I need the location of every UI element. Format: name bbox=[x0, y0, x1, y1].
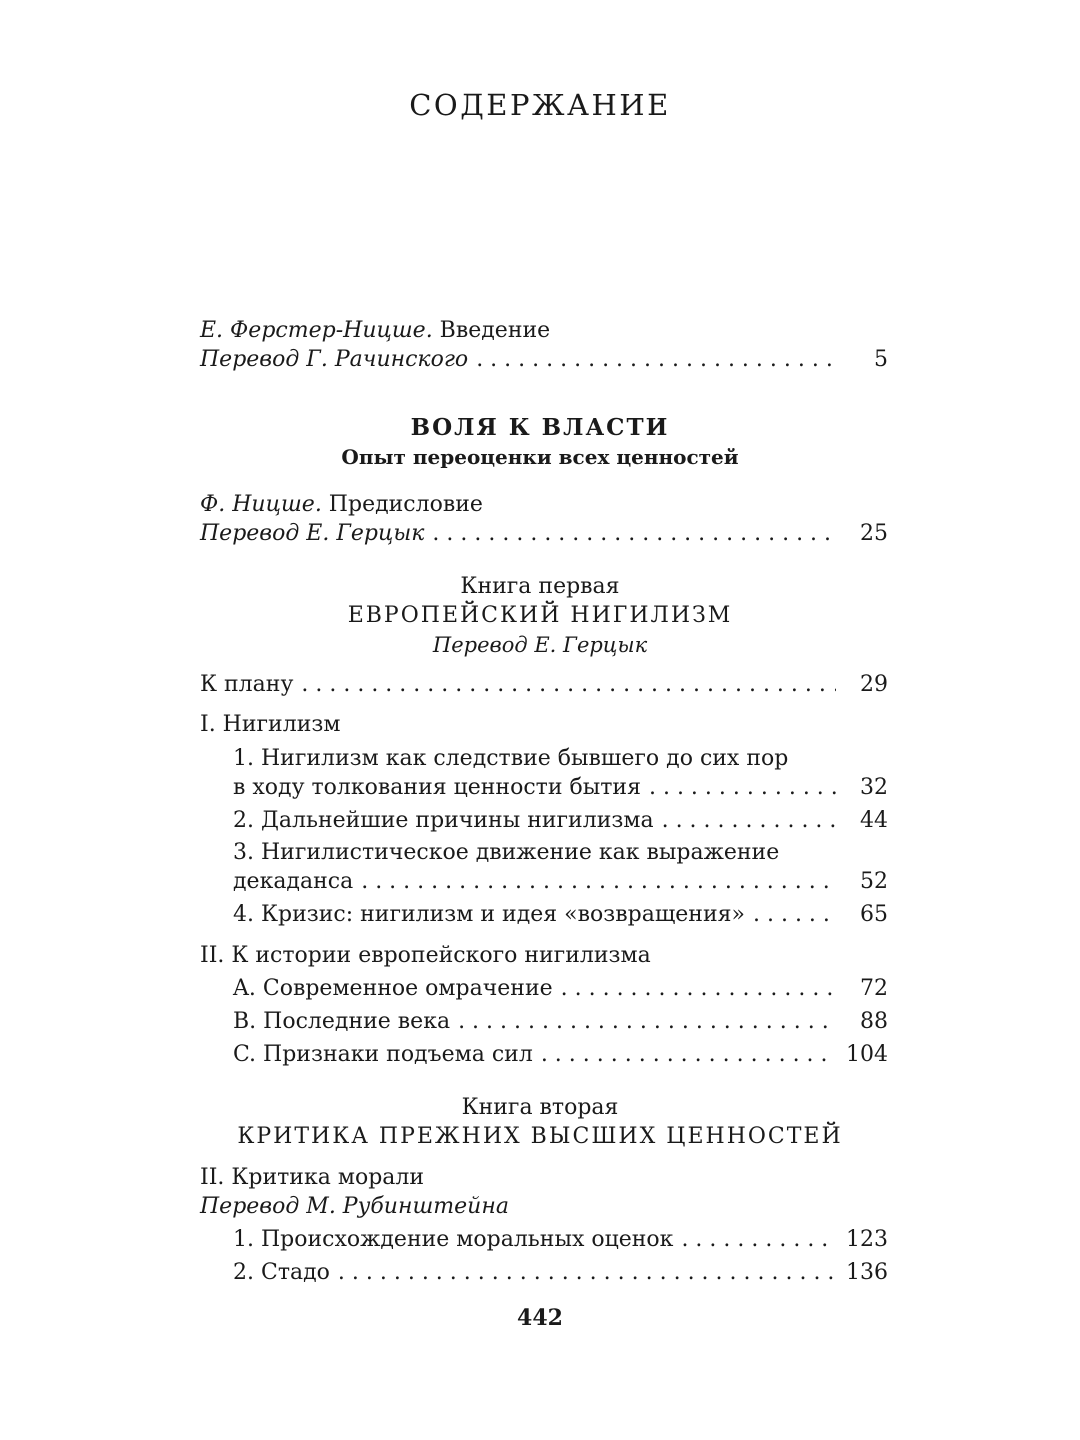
toc-entry-part2-a[interactable] bbox=[233, 974, 888, 1004]
intro-heading bbox=[200, 316, 550, 346]
book2-part-translator: Перевод М. Рубинштейна bbox=[200, 1194, 509, 1219]
toc-entry-part2-c[interactable] bbox=[233, 1040, 888, 1070]
book2-label: Книга вторая bbox=[461, 1095, 619, 1120]
leader-dots bbox=[662, 806, 836, 836]
page-number: 104 bbox=[846, 1042, 888, 1067]
page-number: 29 bbox=[860, 672, 888, 697]
toc-entry-part2-b[interactable] bbox=[233, 1007, 888, 1037]
toc-entry-part1-3[interactable] bbox=[233, 867, 888, 897]
page-number: 5 bbox=[874, 347, 888, 372]
intro-author: Е. Ферстер-Ницше. bbox=[200, 318, 433, 343]
entry-text: в ходу толкования ценности бытия bbox=[233, 775, 641, 800]
work-title: ВОЛЯ К ВЛАСТИ bbox=[410, 414, 670, 441]
page-number: 32 bbox=[860, 775, 888, 800]
folio-page-number: 442 bbox=[517, 1305, 563, 1331]
entry-text: A. Современное омрачение bbox=[233, 976, 553, 1001]
part1-title: I. Нигилизм bbox=[200, 712, 341, 737]
preface-heading bbox=[200, 490, 483, 520]
intro-text: Введение bbox=[432, 318, 551, 343]
page-number: 136 bbox=[846, 1260, 888, 1285]
toc-entry-book2-1[interactable] bbox=[233, 1225, 888, 1255]
entry-text: декаданса bbox=[233, 869, 354, 894]
leader-dots bbox=[541, 1040, 836, 1070]
work-subtitle: Опыт переоценки всех ценностей bbox=[341, 445, 739, 469]
page-number: 25 bbox=[860, 521, 888, 546]
page-number: 72 bbox=[860, 976, 888, 1001]
page-number: 65 bbox=[860, 902, 888, 927]
leader-dots bbox=[561, 974, 836, 1004]
page-number: 88 bbox=[860, 1009, 888, 1034]
entry-text: C. Признаки подъема сил bbox=[233, 1042, 533, 1067]
leader-dots bbox=[681, 1225, 836, 1255]
leader-dots bbox=[476, 345, 836, 375]
book1-label: Книга первая bbox=[460, 574, 620, 599]
entry-text: К плану bbox=[200, 672, 294, 697]
leader-dots bbox=[361, 867, 836, 897]
toc-entry-plan[interactable] bbox=[200, 670, 888, 700]
preface-translator: Перевод Е. Герцык bbox=[200, 521, 425, 546]
toc-entry-part1-4[interactable] bbox=[233, 900, 888, 930]
entry-text: B. Последние века bbox=[233, 1009, 451, 1034]
book2-part-title: II. Критика морали bbox=[200, 1165, 425, 1190]
toc-entry-part1-2[interactable] bbox=[233, 806, 888, 836]
page-number: 123 bbox=[846, 1227, 888, 1252]
intro-translator: Перевод Г. Рачинского bbox=[200, 347, 469, 372]
leader-dots bbox=[301, 670, 836, 700]
leader-dots bbox=[753, 900, 836, 930]
leader-dots bbox=[338, 1258, 836, 1288]
toc-entry-preface[interactable] bbox=[200, 519, 888, 549]
entry-text: 2. Стадо bbox=[233, 1260, 330, 1285]
leader-dots bbox=[458, 1007, 836, 1037]
entry-text: 4. Кризис: нигилизм и идея «возвращения» bbox=[233, 902, 745, 927]
toc-entry-intro[interactable] bbox=[200, 345, 888, 375]
book2-title: КРИТИКА ПРЕЖНИХ ВЫСШИХ ЦЕННОСТЕЙ bbox=[237, 1124, 843, 1149]
entry-text: 1. Происхождение моральных оценок bbox=[233, 1227, 674, 1252]
leader-dots bbox=[432, 519, 836, 549]
toc-entry-line1: 3. Нигилистическое движение как выражение bbox=[233, 840, 780, 865]
preface-author: Ф. Ницше. bbox=[200, 492, 322, 517]
toc-entry-part1-1[interactable] bbox=[233, 773, 888, 803]
entry-text: 2. Дальнейшие причины нигилизма bbox=[233, 808, 654, 833]
page-title: СОДЕРЖАНИЕ bbox=[409, 88, 671, 122]
page-number: 52 bbox=[860, 869, 888, 894]
part2-title: II. К истории европейского нигилизма bbox=[200, 943, 651, 968]
book1-translator: Перевод Е. Герцык bbox=[432, 633, 648, 657]
leader-dots bbox=[649, 773, 836, 803]
page-number: 44 bbox=[860, 808, 888, 833]
book1-title: ЕВРОПЕЙСКИЙ НИГИЛИЗМ bbox=[347, 603, 733, 628]
toc-entry-line1: 1. Нигилизм как следствие бывшего до сих пор bbox=[233, 746, 789, 771]
toc-entry-book2-2[interactable] bbox=[233, 1258, 888, 1288]
preface-text: Предисловие bbox=[321, 492, 483, 517]
